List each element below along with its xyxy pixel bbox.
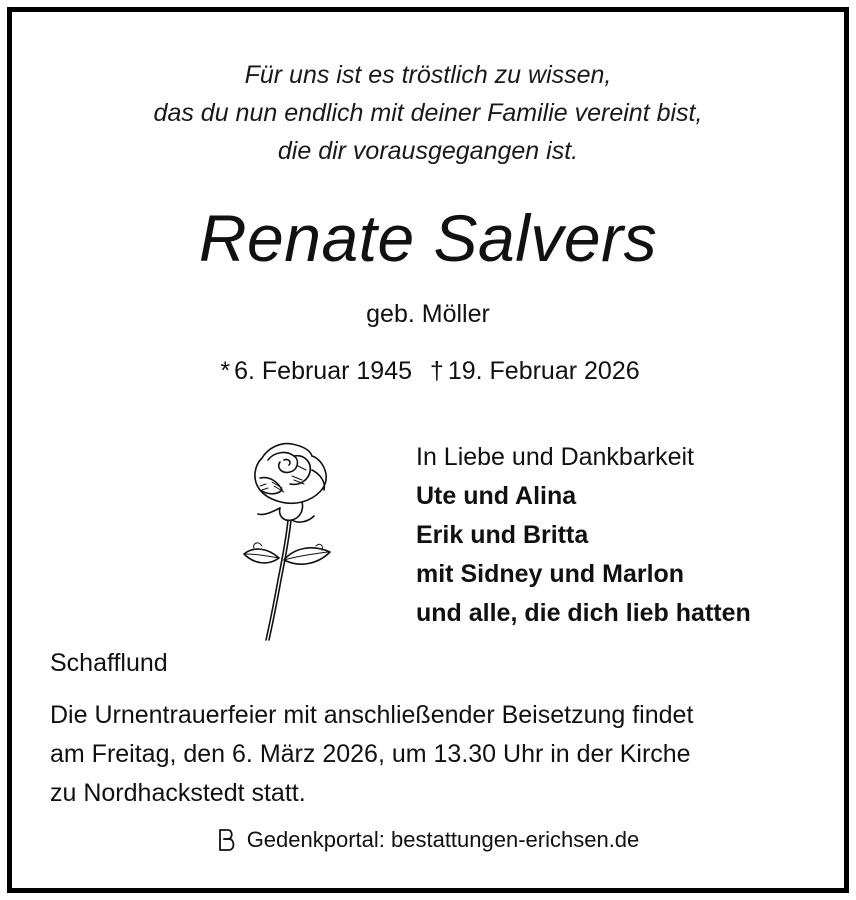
service-line: Die Urnentrauerfeier mit anschließender Beisetzung findet (50, 701, 694, 729)
funeral-home-logo-icon (217, 828, 237, 852)
deceased-name: Renate Salvers (198, 201, 658, 275)
mourners-intro: In Liebe und Dankbarkeit (416, 443, 694, 471)
memorial-portal (0, 824, 856, 855)
life-dates (0, 355, 856, 387)
verse-line: Für uns ist es tröstlich zu wissen, (244, 61, 612, 89)
birth-symbol: * (220, 357, 231, 385)
mourners (416, 438, 751, 633)
verse-line: die dir vorausgegangen ist. (277, 137, 579, 165)
service-line: am Freitag, den 6. März 2026, um 13.30 Uhr in der Kirche (50, 740, 691, 768)
verse (0, 56, 856, 170)
birth-name: geb. Möller (366, 300, 490, 328)
rose-icon (232, 430, 344, 646)
service-info (50, 696, 810, 813)
portal-text[interactable]: Gedenkportal: bestattungen-erichsen.de (246, 827, 640, 853)
mourner-name: Ute und Alina (416, 482, 577, 510)
birth-date: 6. Februar 1945 (234, 357, 413, 385)
mourner-name: mit Sidney und Marlon (416, 560, 685, 588)
mourner-name: Erik und Britta (416, 521, 589, 549)
service-line: zu Nordhackstedt statt. (50, 779, 306, 807)
death-symbol: † (429, 357, 444, 385)
death-date: 19. Februar 2026 (447, 357, 640, 385)
place: Schafflund (50, 649, 168, 677)
verse-line: das du nun endlich mit deiner Familie vereint bist, (153, 99, 703, 127)
mourner-name: und alle, die dich lieb hatten (416, 599, 751, 627)
